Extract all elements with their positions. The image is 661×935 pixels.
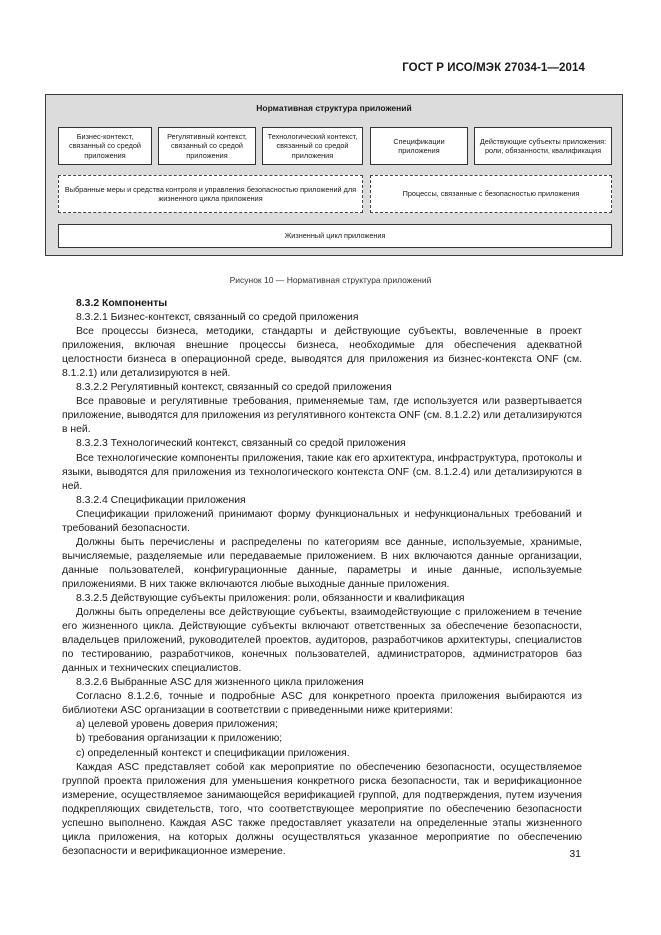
figure-caption: Рисунок 10 — Нормативная структура приложений: [229, 275, 432, 285]
subsection-heading: 8.3.2.1 Бизнес-контекст, связанный со средой приложения: [76, 312, 359, 324]
box-application-specifications: [370, 127, 468, 165]
section-heading: 8.3.2 Компоненты: [76, 298, 168, 309]
box-business-context: [58, 127, 152, 165]
paragraph: Все технологические компоненты приложения, такие как его архитектура, инфраструктура, протоколы и языки, выводятся для приложения из технологического контекста ONF (см. 8.1.2.4) или детализируются в ней.: [62, 452, 582, 492]
list-item: a) целевой уровень доверия приложения;: [76, 719, 278, 731]
box-application-lifecycle: [58, 224, 612, 248]
paragraph: Все процессы бизнеса, методики, стандарты и действующие субъекты, вовлеченные в проект приложения, включая внешние процессы бизнеса, необходимые для обеспечения адекватной целостности бизнеса в операционной среде, выводятся для приложения из бизнес-контекста ONF (см. 8.1.2.1) или детализируются в ней.: [62, 326, 582, 380]
paragraph: Согласно 8.1.2.6, точные и подробные ASC для конкретного проекта приложения выбираются из библиотеки ASC организации в соответствии с приведенными ниже критериями:: [62, 691, 582, 717]
box-label: Технологический контекст, связанный со средой приложения: [267, 131, 358, 160]
subsection-heading: 8.3.2.3 Технологический контекст, связанный со средой приложения: [76, 438, 406, 450]
page-number: 31: [569, 848, 581, 860]
list-item: b) требования организации к приложению;: [76, 733, 283, 745]
box-label: Выбранные меры и средства контроля и управления безопасностью приложений для жизненного цикла приложения: [64, 184, 357, 203]
subsection-heading: 8.3.2.5 Действующие субъекты приложения: роли, обязанности и квалификация: [76, 592, 465, 604]
figure-title: Нормативная структура приложений: [256, 103, 412, 113]
box-label: Жизненный цикл приложения: [284, 231, 386, 241]
box-label: Спецификации приложения: [393, 136, 445, 155]
section-body: [62, 297, 582, 859]
subsection-heading: 8.3.2.6 Выбранные ASC для жизненного цикла приложения: [76, 677, 364, 689]
box-label: Регулятивный контекст, связанный со средой приложения: [167, 131, 247, 160]
paragraph: Каждая ASC представляет собой как мероприятие по обеспечению безопасности, осуществляемое группой проекта приложения для уменьшения конкретного риска безопасности, так и верификационное измерение, осуществляемое занимающейся верификацией группой, для подтверждения, путем изучения подкрепляющих свидетельств, того, что соответствующее мероприятие по обеспечению безопасности успешно выполнено. Каждая ASC также предоставляет указатели на определенные этапы жизненного цикла приложения, на которых должны осуществляться указанное мероприятие по обеспечению безопасности и верификационное измерение.: [62, 761, 582, 857]
box-label: Бизнес-контекст, связанный со средой приложения: [68, 131, 142, 160]
box-selected-controls: [58, 175, 363, 213]
paragraph: Должны быть перечислены и распределены по категориям все данные, используемые, хранимые, вычисляемые, разделяемые или передаваемые приложением. В них включаются данные организации, данные пользователей, конфигурационные данные, параметры и иные данные, используемые приложениями. В них также включаются любые выходные данные приложения.: [62, 536, 582, 590]
box-technological-context: [262, 127, 363, 165]
box-regulatory-context: [158, 127, 256, 165]
paragraph: Все правовые и регулятивные требования, применяемые там, где используется или развертывается приложение, выводятся для приложения из регулятивного контекста ONF (см. 8.1.2.2) или детализируются в ней.: [62, 396, 582, 436]
box-security-processes: [370, 175, 612, 213]
box-application-actors: [474, 127, 612, 165]
standard-code-header: ГОСТ Р ИСО/МЭК 27034-1—2014: [402, 62, 585, 74]
figure-normative-structure: [45, 94, 623, 256]
list-item: c) определенный контекст и спецификации приложения.: [76, 747, 350, 759]
subsection-heading: 8.3.2.4 Спецификации приложения: [76, 494, 246, 506]
box-label: Процессы, связанные с безопасностью приложения: [402, 189, 580, 199]
paragraph: Должны быть определены все действующие субъекты, взаимодействующие с приложением в течение его жизненного цикла. Действующие субъекты включают ответственных за обеспечение безопасности, владельцев приложений, руководителей проектов, аудиторов, разработчиков архитектуры, специалистов по тестированию, разработчиков, конечных пользователей, администраторов, администраторов баз данных и технических специалистов.: [62, 607, 582, 675]
box-label: Действующие субъекты приложения: роли, обязанности, квалификация: [479, 136, 607, 155]
subsection-heading: 8.3.2.2 Регулятивный контекст, связанный со средой приложения: [76, 382, 392, 394]
paragraph: Спецификации приложений принимают форму функциональных и нефункциональных требований и требований безопасности.: [62, 508, 582, 534]
